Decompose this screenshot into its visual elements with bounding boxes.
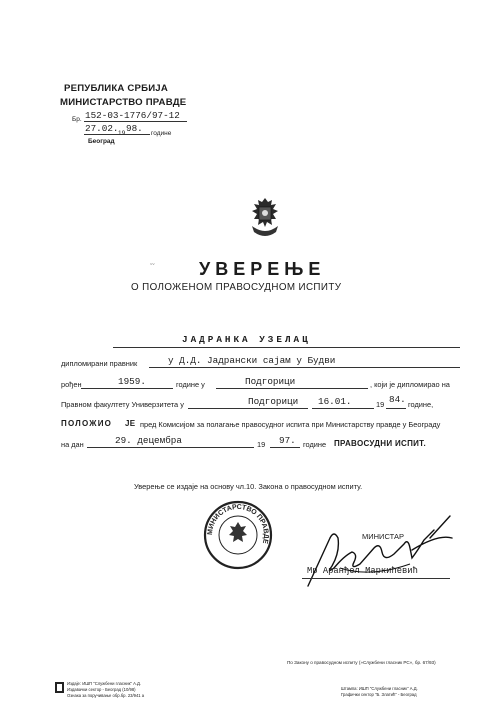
- publisher-line-1: Издаје: ИШП "Службени гласник" А.Д.: [67, 681, 142, 686]
- publisher-line-3: Ознака за поручивање обр.бр. 23/941 а: [67, 693, 145, 698]
- official-stamp-icon: [203, 500, 273, 570]
- holder-name: ЈАДРАНКА УЗЕЛАЦ: [182, 334, 311, 345]
- exam-year-prefix: 19: [257, 440, 266, 449]
- document-subtitle: О ПОЛОЖЕНОМ ПРАВОСУДНОМ ИСПИТУ: [131, 282, 342, 293]
- document-number: 152-03-1776/97-12: [85, 110, 180, 121]
- graduation-year-suffix: године,: [408, 400, 434, 409]
- graduation-year-prefix: 19: [376, 400, 385, 409]
- exam-date-underline: [87, 447, 254, 448]
- passed-word: ПОЛОЖИО: [61, 419, 113, 428]
- handwritten-signature-icon: [300, 508, 460, 593]
- number-label: Бр.: [72, 116, 82, 123]
- exam-year-suffix: године: [303, 440, 327, 449]
- number-underline: [84, 121, 187, 122]
- printer-line-2: Графички сектор "Б. Златић" - Београд: [341, 692, 417, 697]
- signature-underline: [302, 578, 450, 579]
- born-place: Подгорици: [245, 376, 296, 387]
- faculty-place-underline: [188, 408, 308, 409]
- born-place-label: године у: [176, 380, 205, 389]
- employer-value: у Д.Д. Јадрански сајам у Будви: [168, 355, 336, 366]
- graduation-year: 84.: [389, 394, 406, 405]
- exam-day-label: на дан: [61, 440, 84, 449]
- law-note: По Закону о правосудном испиту (»Службени гласник РС«, бр. 67/93): [287, 660, 436, 665]
- stamp-text: МИНИСТАРСТВО ПРАВДЕ: [206, 503, 270, 545]
- faculty-label: Правном факултету Универзитета у: [61, 400, 184, 409]
- born-place-underline: [216, 388, 368, 389]
- publisher-logo-icon: [55, 682, 64, 693]
- document-title: УВЕРЕЊЕ: [199, 259, 326, 279]
- ministry-heading: МИНИСТАРСТВО ПРАВДЕ: [60, 97, 187, 108]
- profession-label: дипломирани правник: [61, 359, 138, 368]
- exam-name: ПРАВОСУДНИ ИСПИТ.: [334, 439, 426, 448]
- graduation-date: 16.01.: [318, 396, 352, 407]
- signatory-title: МИНИСТАР: [362, 532, 404, 541]
- born-year-underline: [81, 388, 173, 389]
- graduation-year-underline: [386, 408, 406, 409]
- publisher-line-2: Издавачки сектор - Београд (10/98): [67, 687, 136, 692]
- printer-line-1: Штампа: ИШП "Службени гласник" А.Д.: [341, 686, 418, 691]
- passed-text: пред Комисијом за полагање правосудног испита при Министарству правде у Београду: [140, 420, 441, 429]
- exam-year: 97.: [279, 435, 296, 446]
- faculty-place: Подгорици: [248, 396, 299, 407]
- date-underline: [84, 134, 150, 135]
- legal-basis: Уверење се издаје на основу чл.10. Закона о правосудном испиту.: [134, 482, 363, 491]
- issue-year-prefix: 19: [118, 130, 126, 137]
- exam-date: 29. децембра: [115, 435, 182, 446]
- decorative-mark: ˇˇ: [150, 264, 155, 271]
- signatory-name: Мр Аранђел Маркићевић: [307, 566, 418, 576]
- coat-of-arms-icon: [244, 196, 286, 242]
- issue-city: Београд: [88, 138, 115, 145]
- graduation-date-underline: [312, 408, 374, 409]
- republic-heading: РЕПУБЛИКА СРБИЈА: [64, 83, 168, 94]
- issue-year-suffix: године: [151, 130, 172, 137]
- name-underline: [113, 347, 460, 348]
- exam-year-underline: [270, 447, 300, 448]
- issue-date: 27.02.: [85, 123, 119, 134]
- issue-year: 98.: [126, 123, 143, 134]
- graduated-label: , који је дипломирао на: [370, 380, 450, 389]
- employer-underline: [149, 367, 460, 368]
- born-year: 1959.: [118, 376, 146, 387]
- passed-je: ЈЕ: [125, 419, 136, 428]
- born-label: рођен: [61, 380, 82, 389]
